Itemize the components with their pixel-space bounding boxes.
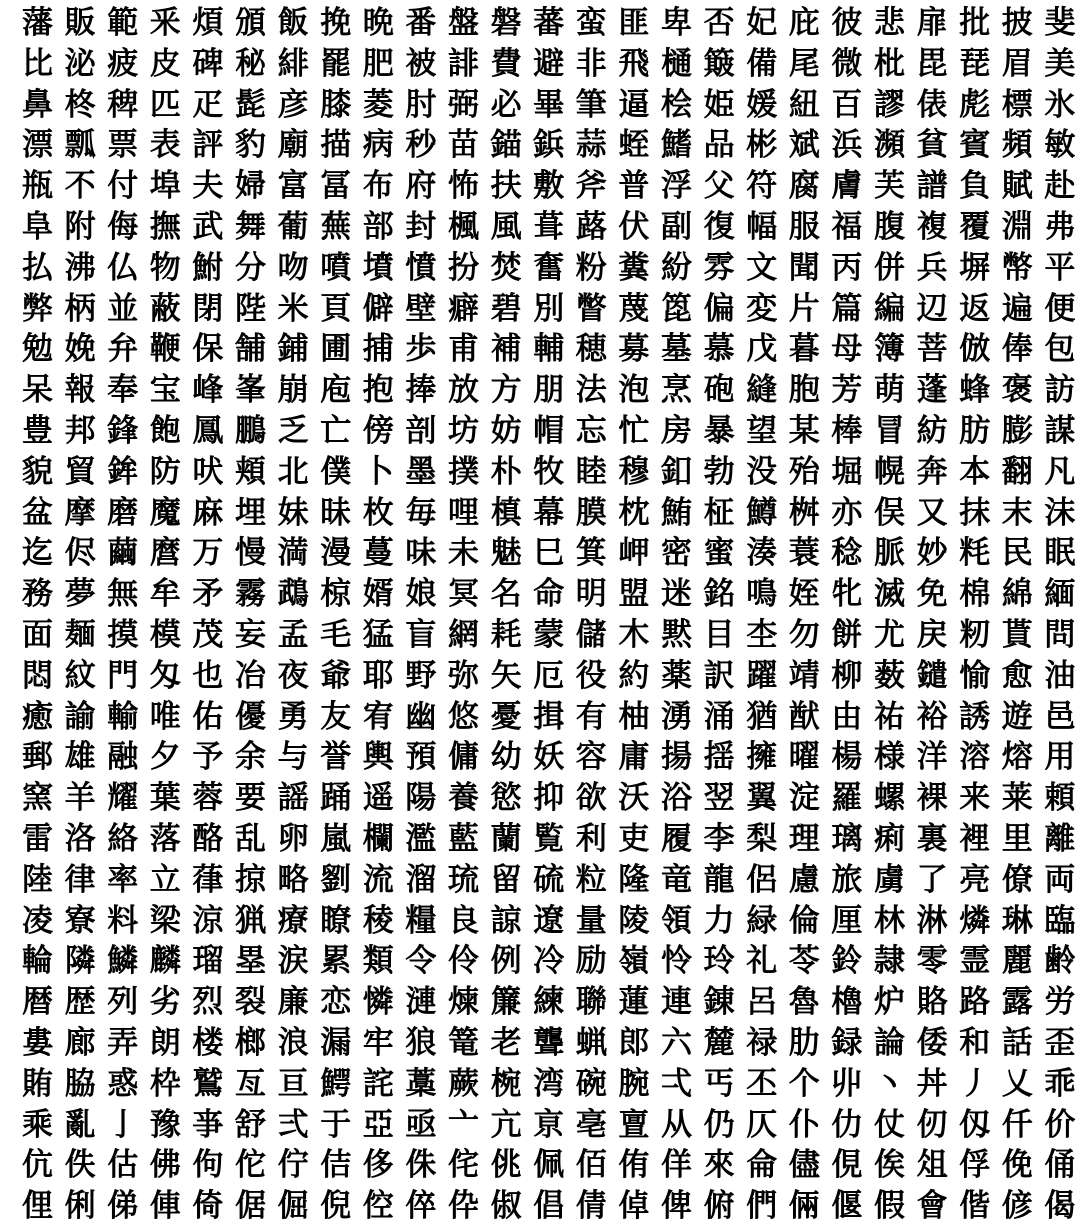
text-line-7: 払沸仏物鮒分吻噴墳憤扮焚奮粉糞紛雰文聞丙併兵塀幣平 bbox=[22, 249, 1087, 286]
text-line-11: 豊邦鋒飽鳳鵬乏亡傍剖坊妨帽忘忙房暴望某棒冒紡肪膨謀 bbox=[22, 412, 1087, 449]
text-line-25: 暦歴列劣烈裂廉恋憐漣煉簾練聯蓮連錬呂魯櫓炉賂路露労 bbox=[22, 984, 1087, 1021]
text-line-1: 藩販範釆煩頒飯挽晩番盤磐蕃蛮匪卑否妃庇彼悲扉批披斐 bbox=[22, 5, 1087, 41]
text-line-14: 迄侭繭麿万慢満漫蔓味未魅巳箕岬密蜜湊蓑稔脈妙粍民眠 bbox=[22, 535, 1087, 572]
text-line-16: 面麺摸模茂妄孟毛猛盲網耗蒙儲木黙目杢勿餅尤戻籾貰問 bbox=[22, 616, 1087, 653]
text-line-29: 伉佚估佛佝佗佇佶侈侏侘佻佩佰侑佯來侖儘俔俟俎俘俛俑 bbox=[22, 1147, 1087, 1184]
text-line-17: 悶紋門匁也冶夜爺耶野弥矢厄役約薬訳躍靖柳薮鑓愉愈油 bbox=[22, 657, 1087, 694]
text-line-24: 輪隣鱗麟瑠塁涙累類令伶例冷励嶺怜玲礼苓鈴隷零霊麗齢 bbox=[22, 943, 1087, 980]
text-line-21: 雷洛絡落酪乱卵嵐欄濫藍蘭覧利吏履李梨理璃痢裏裡里離 bbox=[22, 820, 1087, 857]
text-line-5: 瓶不付埠夫婦富冨布府怖扶敷斧普浮父符腐膚芙譜負賦赴 bbox=[22, 168, 1087, 205]
text-line-8: 弊柄並蔽閉陛米頁僻壁癖碧別瞥蔑箆偏変片篇編辺返遍便 bbox=[22, 290, 1087, 327]
text-line-30: 俚俐俤俥倚倨倔倪倥倅伜俶倡倩倬俾俯們倆偃假會偕偐偈 bbox=[22, 1188, 1087, 1225]
text-line-13: 盆摩磨魔麻埋妹昧枚毎哩槙幕膜枕鮪柾鱒桝亦俣又抹末沫 bbox=[22, 494, 1087, 531]
text-line-19: 郵雄融夕予余与誉輿預傭幼妖容庸揚揺擁曜楊様洋溶熔用 bbox=[22, 739, 1087, 776]
text-line-18: 癒諭輸唯佑優勇友宥幽悠憂揖有柚湧涌猶猷由祐裕誘遊邑 bbox=[22, 698, 1087, 735]
text-line-27: 賄脇惑枠鷲亙亘鰐詫藁蕨椀湾碗腕弌丐丕个丱丶丼丿乂乖 bbox=[22, 1065, 1087, 1102]
text-line-12: 貌貿鉾防吠頬北僕卜墨撲朴牧睦穆釦勃没殆堀幌奔本翻凡 bbox=[22, 453, 1087, 490]
text-line-4: 漂瓢票表評豹廟描病秒苗錨鋲蒜蛭鰭品彬斌浜瀕貧賓頻敏 bbox=[22, 127, 1087, 164]
text-line-23: 凌寮料梁涼猟療瞭稜糧良諒遼量陵領力緑倫厘林淋燐琳臨 bbox=[22, 902, 1087, 939]
text-line-9: 勉娩弁鞭保舗鋪圃捕歩甫補輔穂募墓慕戊暮母簿菩倣俸包 bbox=[22, 331, 1087, 368]
text-line-2: 比泌疲皮碑秘緋罷肥被誹費避非飛樋簸備尾微枇毘琵眉美 bbox=[22, 45, 1087, 82]
text-line-15: 務夢無牟矛霧鵡椋婿娘冥名命明盟迷銘鳴姪牝滅免棉綿緬 bbox=[22, 576, 1087, 613]
text-line-20: 窯羊耀葉蓉要謡踊遥陽養慾抑欲沃浴翌翼淀羅螺裸来莱頼 bbox=[22, 780, 1087, 817]
text-line-22: 陸律率立葎掠略劉流溜琉留硫粒隆竜龍侶慮旅虜了亮僚両 bbox=[22, 861, 1087, 898]
text-line-6: 阜附侮撫武舞葡蕪部封楓風葺蕗伏副復幅服福腹複覆淵弗 bbox=[22, 208, 1087, 245]
text-line-26: 婁廊弄朗楼榔浪漏牢狼篭老聾蝋郎六麓禄肋録論倭和話歪 bbox=[22, 1024, 1087, 1061]
text-line-3: 鼻柊稗匹疋髭彦膝菱肘弼必畢筆逼桧姫媛紐百謬俵彪標氷 bbox=[22, 86, 1087, 123]
text-line-28: 乘亂亅豫亊舒弍于亞亟亠亢亰亳亶从仍仄仆仂仗仞仭仟价 bbox=[22, 1106, 1087, 1143]
text-line-10: 呆報奉宝峰峯崩庖抱捧放方朋法泡烹砲縫胞芳萌蓬蜂褒訪 bbox=[22, 372, 1087, 409]
